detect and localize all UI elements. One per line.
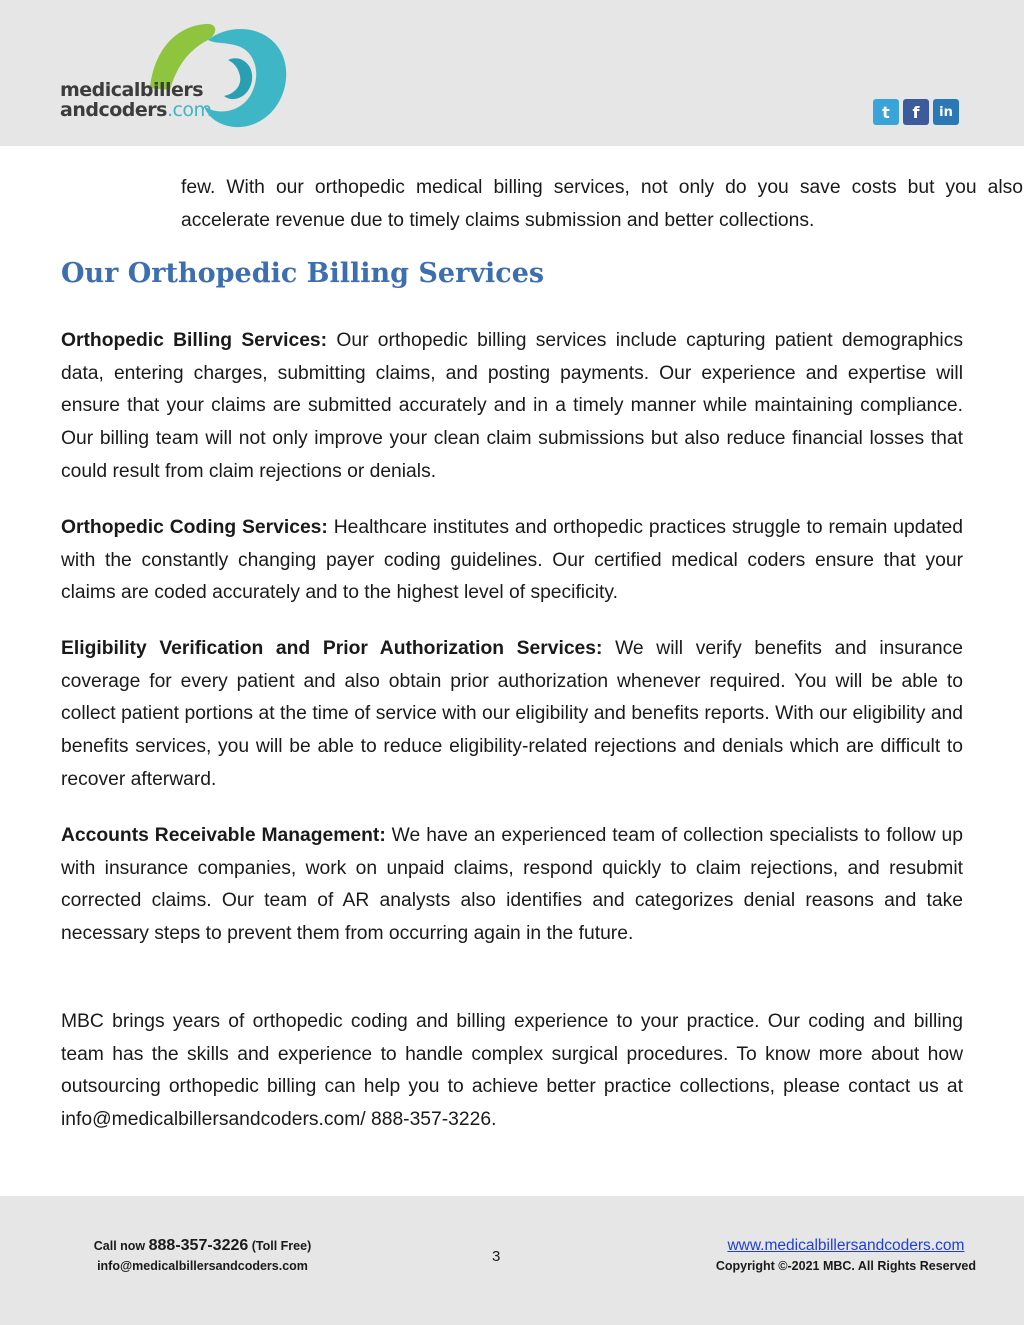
coding-services-text: Healthcare institutes and orthopedic practices struggle to remain updated with the constantly changing payer coding guidelines. Our certified medical coders ensure that your claims are coded accurately and to the highest level of specificity. bbox=[61, 517, 964, 604]
eligibility-text: We will verify benefits and insurance coverage for every patient and also obtain prior authorization whenever required. You will be able to collect patient portions at the time of service with our eligibility and benefits reports. With our eligibility and benefits services, you will be able to reduce eligibility-related rejections and denials which are difficult to recover afterward. bbox=[61, 638, 963, 790]
page-header bbox=[0, 0, 1024, 146]
phone-number[interactable]: 888-357-3226 bbox=[148, 1237, 249, 1254]
twitter-icon[interactable]: t bbox=[873, 99, 899, 125]
company-logo[interactable] bbox=[58, 20, 298, 132]
ar-management-label: Accounts Receivable Management: bbox=[61, 825, 386, 846]
ar-management-text: We have an experienced team of collection specialists to follow up with insurance companies, work on unpaid claims, respond quickly to claim rejections, and resubmit corrected claims. Our team of AR analysts also identifies and categorizes denial reasons and take necessary steps to prevent them from occurring again in the future. bbox=[61, 825, 963, 945]
closing-paragraph: MBC brings years of orthopedic coding and billing experience to your practice. Our coding and billing team has the skills and experience to handle complex surgical procedures. To know more about how outsourcing orthopedic billing can help you to achieve better practice collections, please contact us at info@medicalbillersandcoders.com/ 888-357-3226. bbox=[61, 1011, 963, 1131]
logo-com: .com bbox=[166, 99, 212, 121]
logo-line1: medicalbillers bbox=[60, 79, 204, 101]
footer-contact bbox=[80, 1236, 325, 1276]
intro-paragraph: few. With our orthopedic medical billing services, not only do you save costs but you also accelerate revenue due to timely claims submission and better collections. bbox=[181, 177, 1023, 231]
footer-email[interactable]: info@medicalbillersandcoders.com bbox=[97, 1259, 308, 1273]
eligibility-paragraph bbox=[61, 633, 963, 797]
ar-management-paragraph bbox=[61, 820, 963, 951]
eligibility-label: Eligibility Verification and Prior Authorization Services: bbox=[61, 638, 603, 659]
section-heading: Our Orthopedic Billing Services bbox=[61, 258, 545, 289]
call-now-label: Call now bbox=[93, 1239, 149, 1253]
linkedin-icon[interactable]: in bbox=[933, 99, 959, 125]
coding-services-paragraph bbox=[61, 512, 963, 610]
website-link[interactable]: www.medicalbillersandcoders.com bbox=[727, 1237, 965, 1254]
billing-services-paragraph bbox=[61, 325, 963, 489]
page-number: 3 bbox=[492, 1248, 501, 1265]
toll-free-label: (Toll Free) bbox=[248, 1239, 312, 1253]
social-links bbox=[873, 99, 959, 125]
logo-line2: andcoders bbox=[60, 99, 167, 121]
page-footer bbox=[0, 1196, 1024, 1325]
billing-services-label: Orthopedic Billing Services: bbox=[61, 330, 328, 351]
facebook-icon[interactable]: f bbox=[903, 99, 929, 125]
copyright-text: Copyright ©-2021 MBC. All Rights Reserved bbox=[715, 1259, 976, 1273]
billing-services-text: Our orthopedic billing services include capturing patient demographics data, entering charges, submitting claims, and posting payments. Our experience and expertise will ensure that your claims are submitted accurately and in a timely manner while maintaining compliance. Our billing team will not only improve your clean claim submissions but also reduce financial losses that could result from claim rejections or denials. bbox=[61, 330, 963, 482]
coding-services-label: Orthopedic Coding Services: bbox=[61, 517, 328, 538]
footer-site bbox=[716, 1236, 976, 1276]
logo-wordmark bbox=[60, 80, 212, 120]
